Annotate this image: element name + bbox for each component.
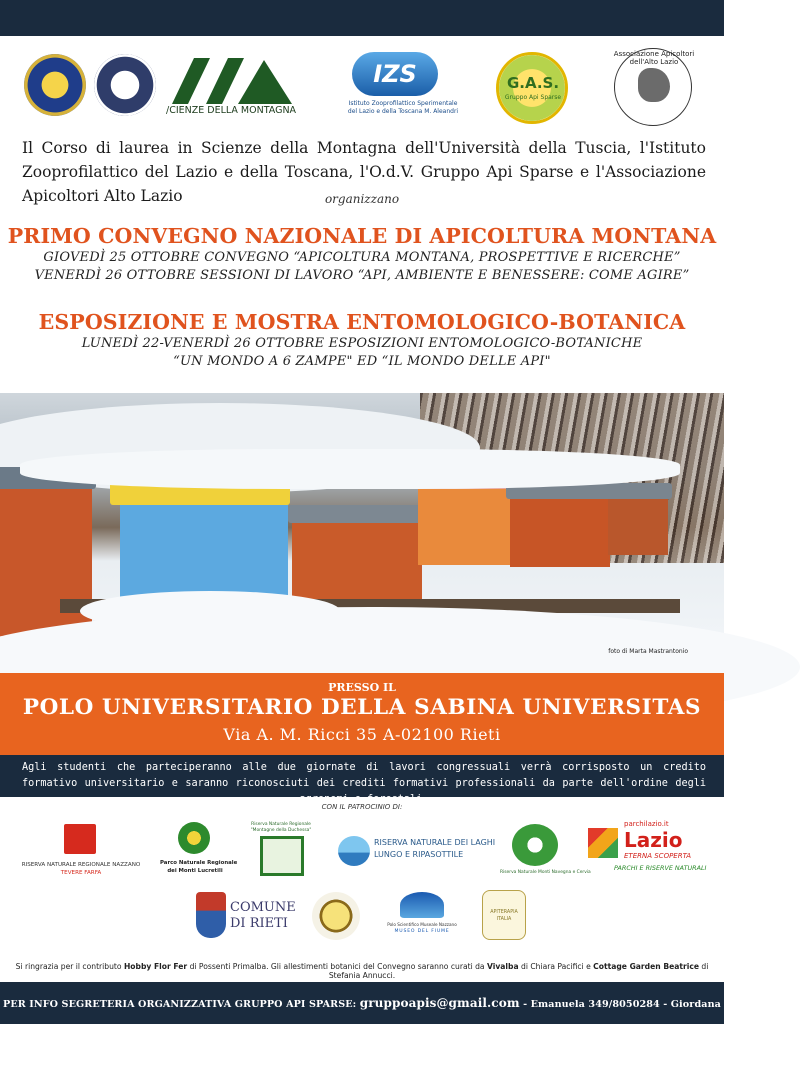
footer-phone-contacts: - Emanuela 349/8050284 - Giordana 329/1058259	[326, 999, 721, 1052]
patrocinio-label: CON IL PATROCINIO DI:	[321, 803, 403, 811]
organizer-logos	[0, 44, 724, 130]
lucretili-flower-icon	[178, 822, 210, 854]
comune-line-1: COMUNE	[230, 900, 296, 915]
duchessa-line-1: Riserva Naturale Regionale	[251, 822, 311, 827]
snow-front	[80, 591, 340, 631]
venue-pre: PRESSO IL	[328, 681, 396, 694]
hive-2	[120, 503, 288, 603]
universita-tuscia-seal-icon	[24, 54, 86, 116]
comune-line-2: DI RIETI	[230, 916, 288, 931]
sponsor-comune-rieti	[196, 890, 296, 942]
aaal-text: Associazione Apicoltori dell'Alto Lazio	[613, 50, 695, 66]
footer-contacts	[0, 982, 724, 1052]
lazio-tag: ETERNA SCOPERTA	[624, 852, 692, 860]
izs-caption-line-2: del Lazio e della Toscana M. Aleandri	[347, 108, 459, 115]
venue-title: POLO UNIVERSITARIO DELLA SABINA UNIVERSITAS	[22, 695, 702, 720]
izs-logo	[338, 52, 458, 122]
venue-address: Via A. M. Ricci 35 A-02100 Rieti	[223, 725, 501, 744]
gas-title: G.A.S.	[506, 74, 560, 92]
museo-line-1: Polo Scientifico Museale Nazzano	[387, 922, 457, 927]
scienze-montagna-text: /CIENZE DELLA MONTAGNA	[166, 105, 297, 116]
gas-logo	[490, 46, 576, 126]
intro-text: Il Corso di laurea in Scienze della Montagna dell'Università della Tuscia, l'Istituto Zooprofilattico del Lazio e della Toscana, l'O.d.V. Gruppo Api Sparse e l'Associazione Apicoltori Alto Lazio	[22, 139, 706, 205]
nazzano-line-2: TEVERE FARFA	[60, 870, 102, 876]
navegna-paw-icon	[512, 824, 558, 866]
mostra-line-1: LUNEDÌ 22-VENERDÌ 26 OTTOBRE ESPOSIZIONI ENTOMOLOGICO-BOTANICHE	[81, 336, 643, 351]
footer-email[interactable]: gruppoapis@gmail.com	[359, 996, 520, 1010]
duchessa-tree-icon	[260, 836, 304, 876]
hive-3-roof	[288, 505, 428, 523]
convegno-line-2: VENERDÌ 26 OTTOBRE SESSIONI DI LAVORO “API, AMBIENTE E BENESSERE: COME AGIRE”	[34, 268, 690, 283]
thanks-cottage-garden: Cottage Garden Beatrice	[593, 962, 700, 971]
thanks-part-1: Si ringrazia per il contributo	[15, 962, 124, 971]
photo-credit: foto di Marta Mastrantonio	[608, 648, 688, 655]
convegno-line-1: GIOVEDÌ 25 OTTOBRE CONVEGNO “APICOLTURA MONTANA, PROSPETTIVE E RICERCHE”	[43, 250, 681, 265]
mostra-line-2: “UN MONDO A 6 ZAMPE" ED “IL MONDO DELLE API"	[173, 354, 551, 369]
thanks-part-3: di Chiara Pacifici e	[518, 962, 594, 971]
izs-caption	[338, 100, 468, 116]
lazio-url: parchilazio.it	[624, 820, 669, 828]
scienze-montagna-logo	[166, 54, 298, 118]
navegna-text: Riserva Naturale Monti Navegna e Cervia	[500, 870, 591, 875]
snow-on-roofs	[20, 449, 680, 489]
sponsor-duchessa	[246, 822, 316, 880]
polo-universitario-rieti-seal-icon	[94, 54, 156, 116]
sponsor-navegna	[500, 822, 591, 884]
hive-3	[292, 519, 422, 599]
hive-6	[608, 499, 668, 555]
lucretili-line-2: dei Monti Lucretili	[167, 868, 223, 874]
sponsor-apiterapia	[482, 890, 526, 940]
sponsor-museo-fiume	[382, 892, 462, 942]
gas-subtitle: Gruppo Api Sparse	[504, 94, 562, 101]
hive-5	[510, 497, 610, 567]
thanks-hobby-flor-fer: Hobby Flor Fer	[123, 962, 188, 971]
izs-caption-line-1: Istituto Zooprofilattico Sperimentale	[348, 100, 458, 107]
sponsor-nazzano	[16, 822, 146, 882]
lazio-mosaic-icon	[588, 828, 618, 858]
mountain-icon	[166, 54, 298, 106]
laghi-line-1: RISERVA NATURALE DEI LAGHI	[374, 838, 496, 847]
apiterapia-text: APITERAPIA ITALIA	[490, 910, 518, 922]
mostra-title: ESPOSIZIONE E MOSTRA ENTOMOLOGICO-BOTANICA	[38, 310, 686, 334]
izs-badge: IZS	[352, 52, 438, 96]
top-band	[0, 0, 724, 36]
credits-notice: Agli studenti che parteciperanno alle due giornate di lavori congressuali verrà corrisposto un credito formativo universitario e saranno riconosciuti dei crediti formativi professionali da parte dell'ordine degli agronomi e forestali.	[0, 755, 724, 797]
footer-label: PER INFO SEGRETERIA ORGANIZZATIVA GRUPPO API SPARSE:	[3, 999, 357, 1010]
lucretili-line-1: Parco Naturale Regionale	[160, 860, 238, 866]
aaal-logo	[606, 48, 702, 128]
nazzano-line-1: RISERVA NATURALE REGIONALE NAZZANO	[21, 862, 141, 868]
laghi-line-2: LUNGO E RIPASOTTILE	[374, 850, 464, 859]
sponsor-lucretili	[160, 820, 238, 882]
lazio-name: Lazio	[624, 828, 683, 852]
laghi-lake-icon	[338, 836, 370, 866]
nazzano-r-icon	[64, 824, 96, 854]
convegno-title: PRIMO CONVEGNO NAZIONALE DI APICOLTURA MONTANA	[7, 224, 717, 248]
thanks-part-4: di Stefania Annucci.	[328, 962, 709, 980]
thanks-text	[0, 962, 724, 980]
lazio-sub: PARCHI E RISERVE NATURALI	[614, 864, 707, 872]
beehives-photo	[0, 393, 724, 673]
sponsor-laghi	[338, 832, 496, 872]
river-wave-icon	[400, 892, 444, 918]
organize-text: organizzano	[324, 192, 400, 206]
duchessa-line-2: "Montagne della Duchessa"	[250, 828, 312, 833]
rieti-coat-of-arms-icon	[196, 892, 226, 938]
sponsor-parchilazio	[588, 820, 708, 882]
sponsor-round-seal-icon	[312, 892, 360, 940]
lazio-map-icon	[638, 68, 670, 102]
thanks-vivalba: Vivalba	[487, 962, 519, 971]
thanks-part-2: di Possenti Primalba. Gli allestimenti botanici del Convegno saranno curati da	[187, 962, 487, 971]
hive-4	[418, 485, 514, 565]
museo-line-2: MUSEO DEL FIUME	[394, 929, 450, 934]
venue-banner	[0, 673, 724, 755]
